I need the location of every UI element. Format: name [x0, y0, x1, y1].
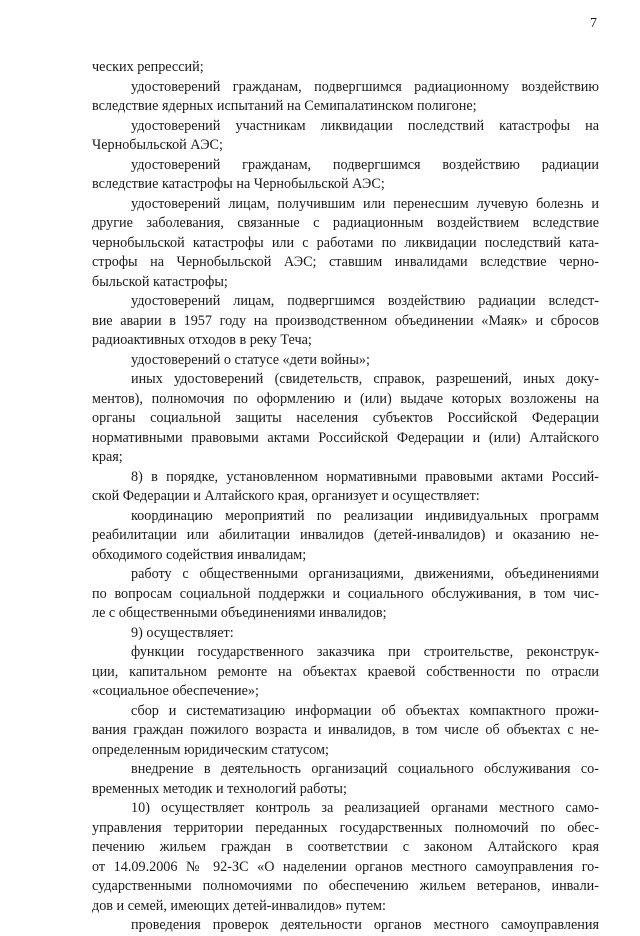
- text-line: функции государственного заказчика при строительстве, реконструк-: [131, 644, 599, 660]
- text-line: сбор и систематизацию информации об объектах компактного прожи-: [131, 702, 599, 719]
- text-line: «социальное обеспечение»;: [92, 683, 259, 699]
- text-line: вания граждан пожилого возраста и инвалидов, в том числе об объектах с не-: [92, 722, 599, 738]
- text-line: ской Федерации и Алтайского края, организует и осуществляет:: [92, 488, 480, 504]
- text-line: временных методик и технологий работы;: [92, 780, 347, 797]
- text-line: удостоверений гражданам, подвергшимся радиационному воздействию: [131, 78, 599, 95]
- text-line: удостоверений лицам, получившим или перенесшим лучевую болезнь и: [131, 195, 599, 212]
- text-line: от 14.09.2006 № 92-ЗС «О наделении органов местного самоуправления го-: [92, 858, 599, 875]
- text-line: удостоверений участникам ликвидации последствий катастрофы на: [131, 117, 599, 134]
- text-line: сударственными полномочиями по обеспечению жильем ветеранов, инвали-: [92, 878, 599, 894]
- text-line: ции, капитальном ремонте на объектах краевой собственности по отрасли: [92, 663, 599, 680]
- text-line: обходимого содействия инвалидам;: [92, 546, 307, 563]
- text-line: 8) в порядке, установленном нормативными правовыми актами Россий-: [131, 468, 599, 485]
- page-number: 7: [590, 16, 597, 31]
- text-line: другие заболевания, связанные с радиационным воздействием вследствие: [92, 215, 599, 231]
- text-line: проведения проверок деятельности органов местного самоуправления: [131, 917, 599, 933]
- text-line: 10) осуществляет контроль за реализацией органами местного само-: [131, 800, 599, 816]
- text-line: удостоверений гражданам, подвергшимся воздействию радиации: [131, 156, 599, 173]
- text-line: удостоверений о статусе «дети войны»;: [131, 351, 370, 368]
- text-line: органы социальной защиты населения субъектов Российской Федерации: [92, 410, 599, 426]
- text-line: иных удостоверений (свидетельств, справок, разрешений, иных доку-: [131, 371, 599, 387]
- text-line: вие аварии в 1957 году на производственном объединении «Маяк» и сбросов: [92, 312, 599, 329]
- text-line: края;: [92, 449, 123, 465]
- text-line: ческих репрессий;: [92, 59, 204, 75]
- text-line: чернобыльской катастрофы или с работами по ликвидации последствий ката-: [92, 234, 599, 251]
- text-line: радиоактивных отходов в реку Теча;: [92, 332, 312, 348]
- text-line: ле с общественными объединениями инвалидов;: [92, 605, 387, 621]
- text-line: удостоверений лицам, подвергшимся воздействию радиации вследст-: [131, 293, 599, 309]
- text-line: быльской катастрофы;: [92, 273, 228, 290]
- text-line: управления территории переданных государственных полномочий по обес-: [92, 819, 599, 836]
- text-line: реабилитации или абилитации инвалидов (детей-инвалидов) и оказанию не-: [92, 527, 599, 543]
- text-line: строфы на Чернобыльской АЭС; ставшим инвалидами вследствие черно-: [92, 254, 599, 270]
- text-line: вследствие катастрофы на Чернобыльской АЭС;: [92, 176, 385, 192]
- text-line: ментов), полномочия по оформлению и (или) выдаче которых возложены на: [92, 390, 599, 407]
- text-line: нормативными правовыми актами Российской Федерации и (или) Алтайского: [92, 429, 599, 446]
- text-line: работу с общественными организациями, движениями, объединениями: [131, 566, 599, 582]
- text-line: 9) осуществляет:: [131, 624, 234, 641]
- document-body: [92, 58, 599, 936]
- text-line: дов и семей, имеющих детей-инвалидов» путем:: [92, 897, 386, 914]
- text-line: вследствие ядерных испытаний на Семипалатинском полигоне;: [92, 98, 477, 114]
- text-line: печению жильем граждан в соответствии с законом Алтайского края: [92, 839, 599, 855]
- text-line: Чернобыльской АЭС;: [92, 137, 223, 153]
- text-line: внедрение в деятельность организаций социального обслуживания со-: [131, 761, 599, 777]
- text-line: определенным юридическим статусом;: [92, 741, 329, 758]
- text-line: координацию мероприятий по реализации индивидуальных программ: [131, 507, 599, 524]
- text-line: по вопросам социальной поддержки и социального обслуживания, в том чис-: [92, 585, 599, 602]
